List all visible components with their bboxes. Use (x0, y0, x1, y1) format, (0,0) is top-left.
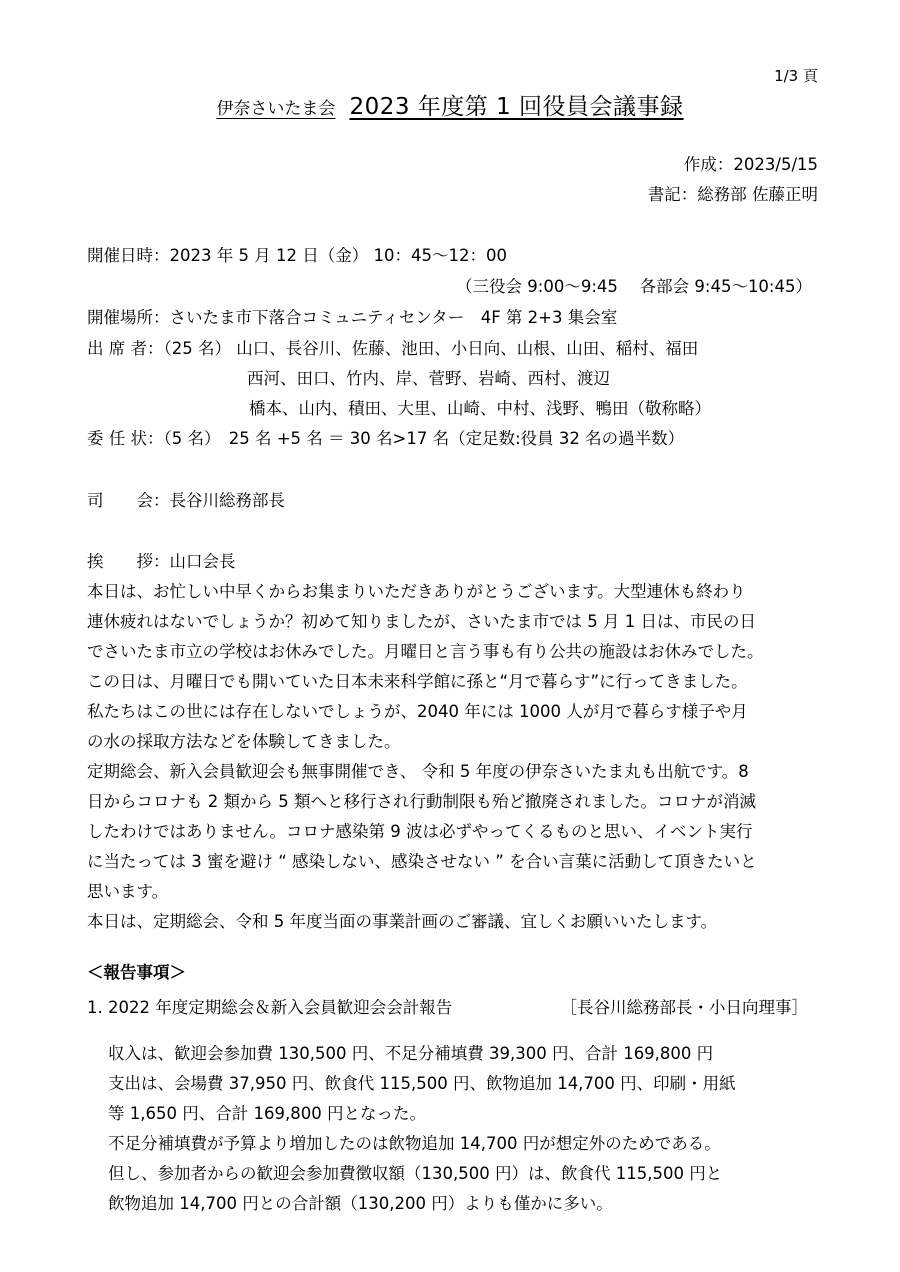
title-main: 2023 年度第 1 回役員会議事録 (349, 94, 684, 120)
report-header: ＜報告事項＞ (87, 963, 186, 982)
page-title (0, 88, 900, 121)
attendees-line-1: 出 席 者：（25 名） 山口、長谷川、佐藤、池田、小日向、山根、山田、稲村、福田 (87, 339, 699, 358)
report-item-1-title: 1. 2022 年度定期総会＆新入会員歓迎会会計報告 (87, 998, 453, 1017)
meeting-datetime: 開催日時：2023 年 5 月 12 日（金） 10：45～12：00 (87, 246, 507, 265)
greeting-line: 定期総会、新入会員歓迎会も無事開催でき、 令和 5 年度の伊奈さいたま丸も出航です。8 (87, 762, 749, 781)
report-line: 支出は、会場費 37,950 円、飲食代 115,500 円、飲物追加 14,700 円、印刷・用紙 (108, 1074, 736, 1093)
greeting-line: 本日は、お忙しい中早くからお集まりいただきありがとうございます。大型連休も終わり (87, 582, 746, 601)
greeting-line: この日は、月曜日でも開いていた日本未来科学館に孫と“月で暮らす”に行ってきました。 (87, 672, 748, 691)
meeting-sub-times: （三役会 9:00～9:45 各部会 9:45～10:45） (456, 277, 812, 296)
greeting-line: 本日は、定期総会、令和 5 年度当面の事業計画のご審議、宜しくお願いいたします。 (87, 912, 718, 931)
page-number: 1/3 頁 (774, 67, 818, 85)
report-line: 等 1,650 円、合計 169,800 円となった。 (108, 1104, 426, 1123)
created-date: 作成：2023/5/15 (683, 155, 818, 174)
report-item-1-presenter: ［長谷川総務部長・小日向理事］ (560, 998, 808, 1017)
title-org: 伊奈さいたま会 (216, 99, 336, 119)
greeting-header: 挨 拶：山口会長 (87, 552, 236, 571)
attendees-line-2: 西河、田口、竹内、岸、菅野、岩崎、西村、渡辺 (247, 369, 610, 388)
greeting-line: に当たっては 3 蜜を避け “ 感染しない、感染させない ” を合い言葉に活動して頂きたいと (87, 852, 757, 871)
proxies: 委 任 状：（5 名） 25 名 +5 名 ＝ 30 名>17 名（定足数:役員 32 名の過半数） (87, 429, 685, 448)
report-line: 但し、参加者からの歓迎会参加費徴収額（130,500 円）は、飲食代 115,500 円と (108, 1164, 723, 1183)
greeting-line: 連休疲れはないでしょうか？初めて知りましたが、さいたま市では 5 月 1 日は、市民の日 (87, 612, 756, 631)
report-line: 不足分補填費が予算より増加したのは飲物追加 14,700 円が想定外のためである。 (108, 1134, 721, 1153)
greeting-line: 私たちはこの世には存在しないでしょうが、2040 年には 1000 人が月で暮らす様子や月 (87, 702, 748, 721)
chair: 司 会：長谷川総務部長 (87, 491, 285, 510)
report-line: 飲物追加 14,700 円との合計額（130,200 円）よりも僅かに多い。 (108, 1194, 613, 1213)
greeting-line: でさいたま市立の学校はお休みでした。月曜日と言う事も有り公共の施設はお休みでした。 (87, 642, 764, 661)
greeting-line: 日からコロナも 2 類から 5 類へと移行され行動制限も殆ど撤廃されました。コロナが消滅 (87, 792, 756, 811)
greeting-line: の水の採取方法などを体験してきました。 (87, 732, 401, 751)
attendees-line-3: 橋本、山内、積田、大里、山崎、中村、浅野、鴨田（敬称略） (249, 399, 711, 418)
report-line: 収入は、歓迎会参加費 130,500 円、不足分補填費 39,300 円、合計 169,800 円 (108, 1044, 714, 1063)
recorder: 書記：総務部 佐藤正明 (647, 185, 818, 204)
greeting-line: 思います。 (87, 882, 169, 901)
meeting-place: 開催場所：さいたま市下落合コミュニティセンター 4F 第 2+3 集会室 (87, 308, 618, 327)
greeting-line: したわけではありません。コロナ感染第 9 波は必ずやってくるものと思い、イベント実行 (87, 822, 753, 841)
